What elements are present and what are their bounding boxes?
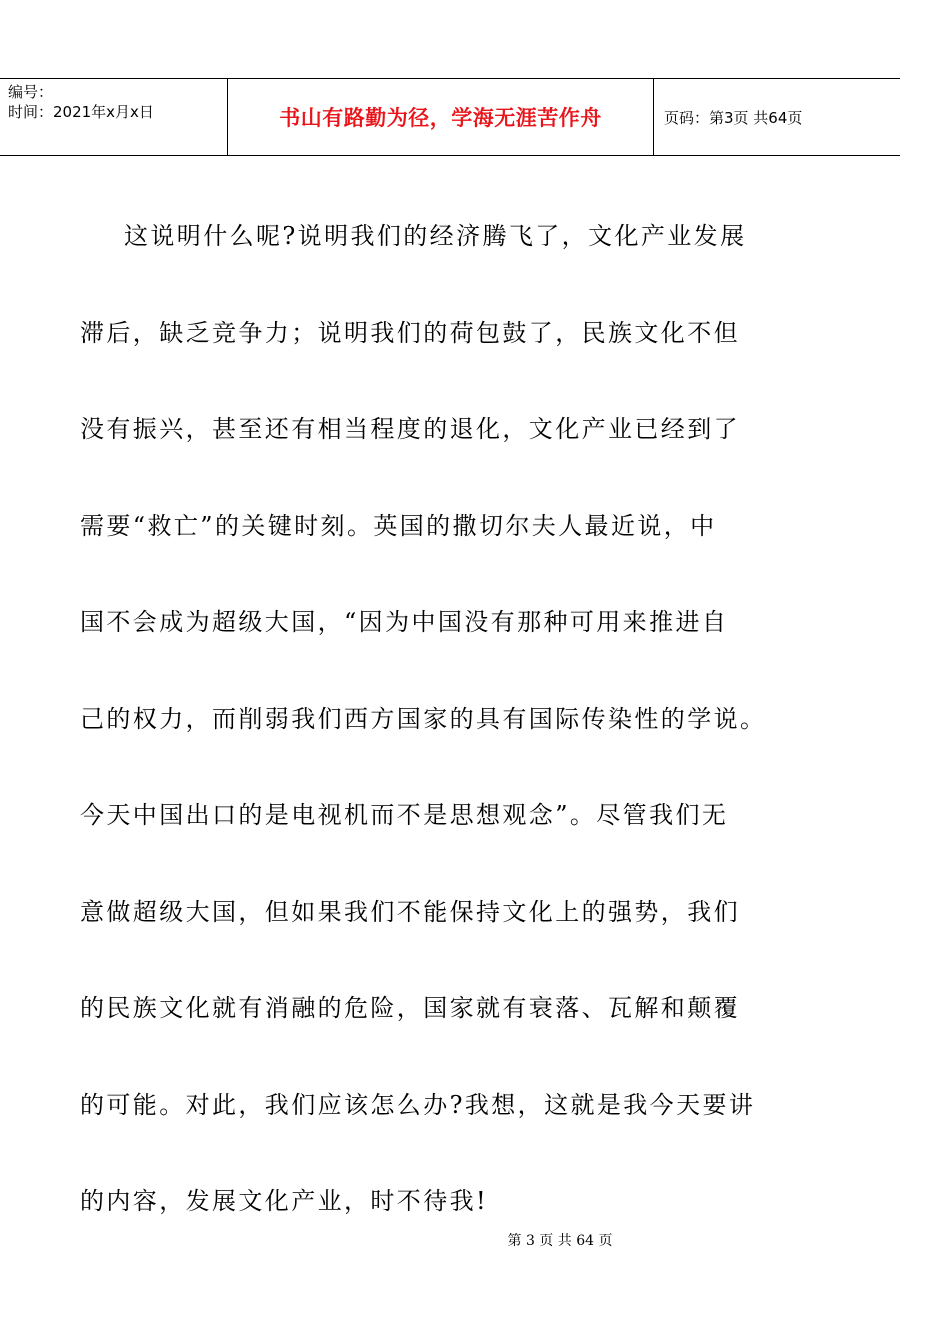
time-label: 时间：2021年x月x日 — [8, 103, 154, 121]
header-meta — [0, 79, 228, 155]
number-label: 编号： — [8, 83, 54, 101]
page-header — [0, 78, 900, 156]
body-line: 没有振兴，甚至还有相当程度的退化，文化产业已经到了 — [80, 415, 740, 443]
page-label: 页码：第3页 共64页 — [664, 108, 803, 127]
body-line: 的内容，发展文化产业，时不待我! — [80, 1187, 489, 1215]
header-page-cell — [654, 79, 900, 155]
body-line: 国不会成为超级大国，“因为中国没有那种可用来推进自 — [80, 608, 729, 636]
body-line: 己的权力，而削弱我们西方国家的具有国际传染性的学说。 — [80, 704, 767, 733]
page-footer: 第 3 页 共 64 页 — [507, 1233, 613, 1249]
body-line: 意做超级大国，但如果我们不能保持文化上的强势，我们 — [80, 897, 740, 926]
body-line: 的民族文化就有消融的危险，国家就有衰落、瓦解和颠覆 — [80, 994, 740, 1022]
body-line: 需要“救亡”的关键时刻。英国的撒切尔夫人最近说，中 — [80, 511, 717, 540]
motto-text: 书山有路勤为径，学海无涯苦作舟 — [279, 106, 602, 130]
document-body — [80, 188, 825, 1250]
body-line: 的可能。对此，我们应该怎么办?我想，这就是我今天要讲 — [80, 1090, 756, 1119]
body-line: 滞后，缺乏竞争力；说明我们的荷包鼓了，民族文化不但 — [80, 318, 740, 347]
header-motto-cell — [228, 79, 654, 155]
body-line: 这说明什么呢?说明我们的经济腾飞了，文化产业发展 — [124, 222, 747, 250]
body-line: 今天中国出口的是电视机而不是思想观念”。尽管我们无 — [80, 801, 729, 829]
